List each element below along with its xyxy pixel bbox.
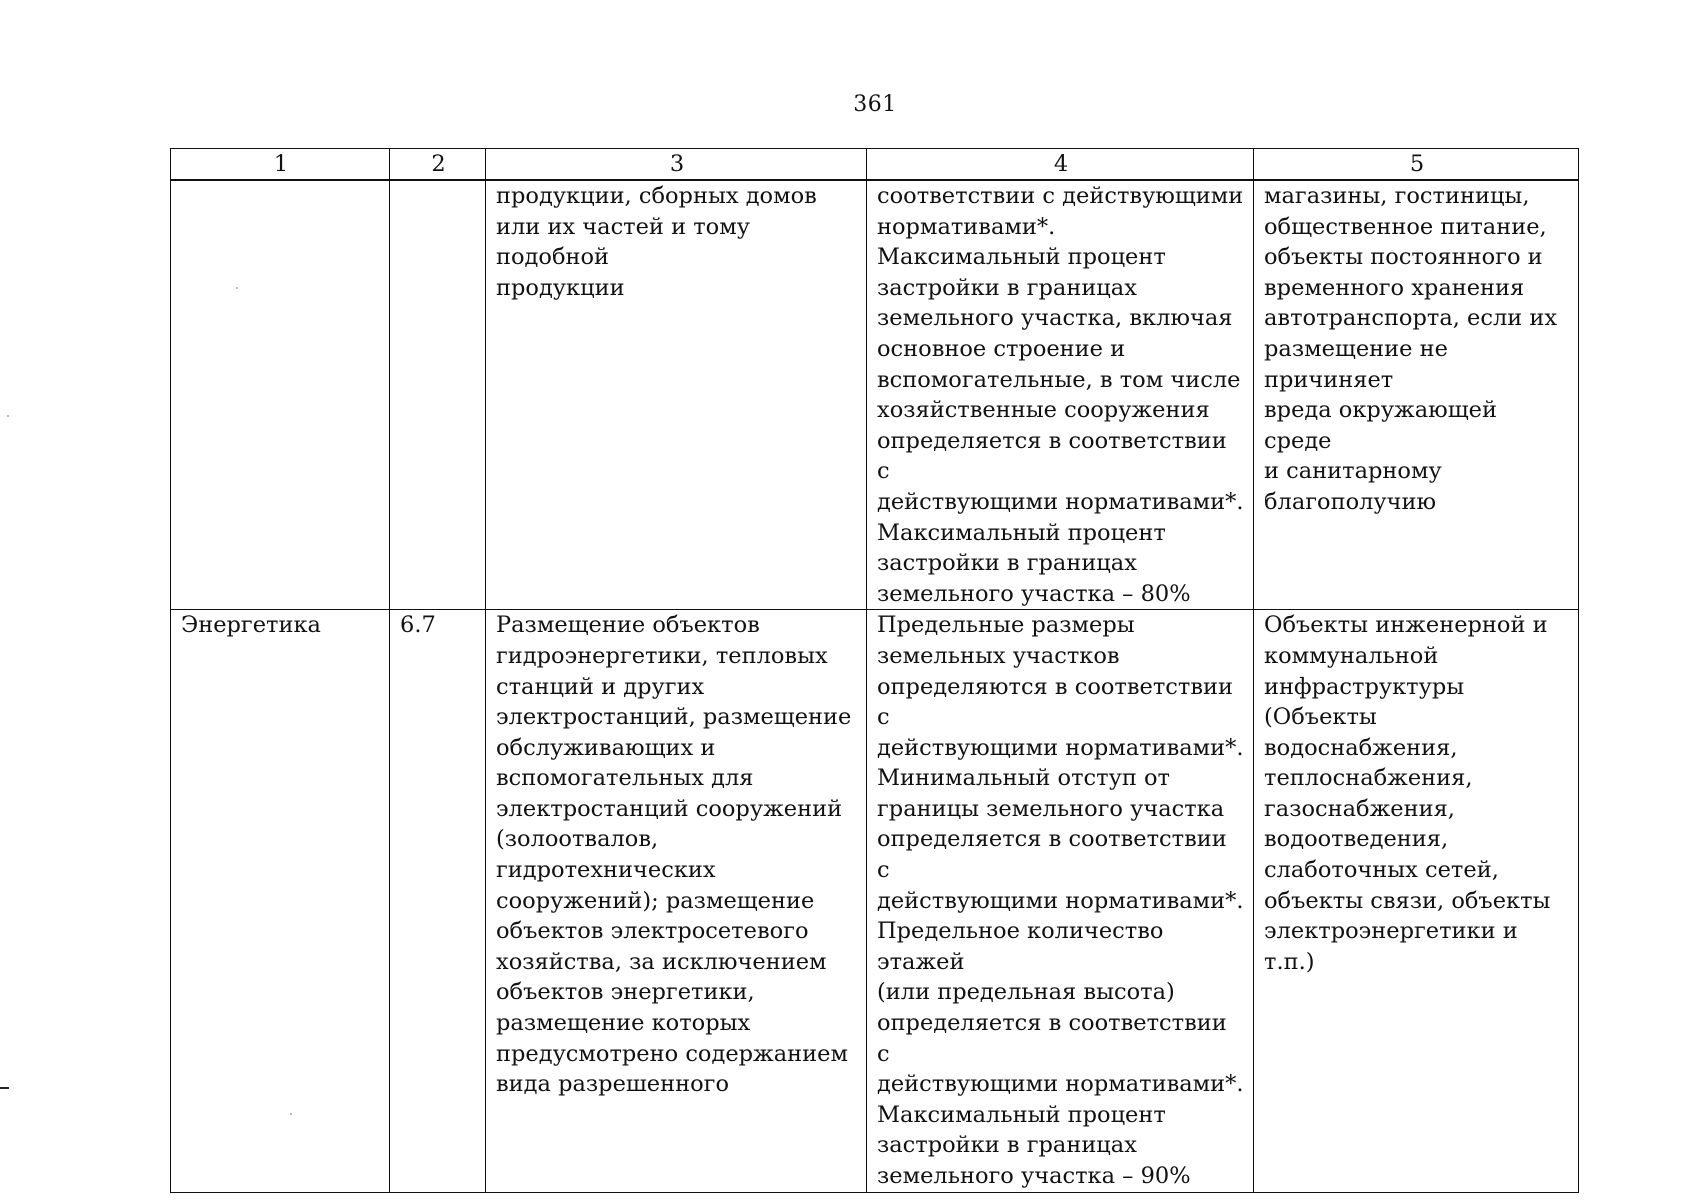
table-header-row	[171, 149, 1579, 181]
cell-text: Размещение объектов гидроэнергетики, тепловых станций и других электростанций, размещение обслуживающих и вспомогательных для электростанций сооружений (золоотвалов, гидротехнических сооружений); размещение объектов электросетевого хозяйства, за исключением объектов энергетики, размещение которых предусмотрено содержанием вида разрешенного	[496, 612, 852, 1098]
table-cell-ancillary-uses	[1254, 180, 1579, 610]
scan-margin-mark	[0, 1087, 9, 1089]
table-cell-use-name	[171, 610, 390, 1192]
table-cell-parameters	[867, 180, 1254, 610]
cell-text: продукции, сборных домов или их частей и тому подобной продукции	[496, 183, 817, 301]
column-header-2: 2	[390, 149, 486, 181]
table-cell-use-description	[486, 180, 867, 610]
scan-dust	[236, 287, 238, 289]
cell-text: Объекты инженерной и коммунальной инфраструктуры (Объекты водоснабжения, теплоснабжения, газоснабжения, водоотведения, слаботочных сетей, объекты связи, объекты электроэнергетики и т.п.)	[1264, 612, 1551, 975]
column-header-4: 4	[867, 149, 1254, 181]
table-cell-ancillary-uses	[1254, 610, 1579, 1192]
column-header-3: 3	[486, 149, 867, 181]
cell-text: соответствии с действующими нормативами*. Максимальный процент застройки в границах земельного участка, включая основное строение и вспомогательные, в том числе хозяйственные сооружения определяется в соответствии с действующими нормативами*. Максимальный процент застройки в границах земельного участка – 80%	[877, 183, 1244, 607]
cell-text: Энергетика	[181, 612, 321, 639]
table-cell-parameters	[867, 610, 1254, 1192]
table-cell-use-name	[171, 180, 390, 610]
table-row	[171, 610, 1579, 1192]
column-header-5: 5	[1254, 149, 1579, 181]
cell-text: Предельные размеры земельных участков определяются в соответствии с действующими нормативами*. Минимальный отступ от границы земельного участка определяется в соответствии с действующими нормативами*. Предельное количество этажей (или предельная высота) определяется в соответствии с действующими нормативами*. Максимальный процент застройки в границах земельного участка – 90%	[877, 612, 1244, 1189]
scan-dust	[7, 415, 9, 417]
table-cell-use-code	[390, 610, 486, 1192]
land-use-table	[170, 148, 1579, 1193]
table-cell-use-description	[486, 610, 867, 1192]
table-cell-use-code	[390, 180, 486, 610]
column-header-1: 1	[171, 149, 390, 181]
table-row	[171, 180, 1579, 610]
scan-dust	[290, 1113, 292, 1115]
cell-text: 6.7	[400, 612, 436, 639]
page-number: 361	[853, 92, 897, 117]
cell-text: магазины, гостиницы, общественное питание, объекты постоянного и временного хранения автотранспорта, если их размещение не причиняет вреда окружающей среде и санитарному благополучию	[1264, 183, 1558, 515]
